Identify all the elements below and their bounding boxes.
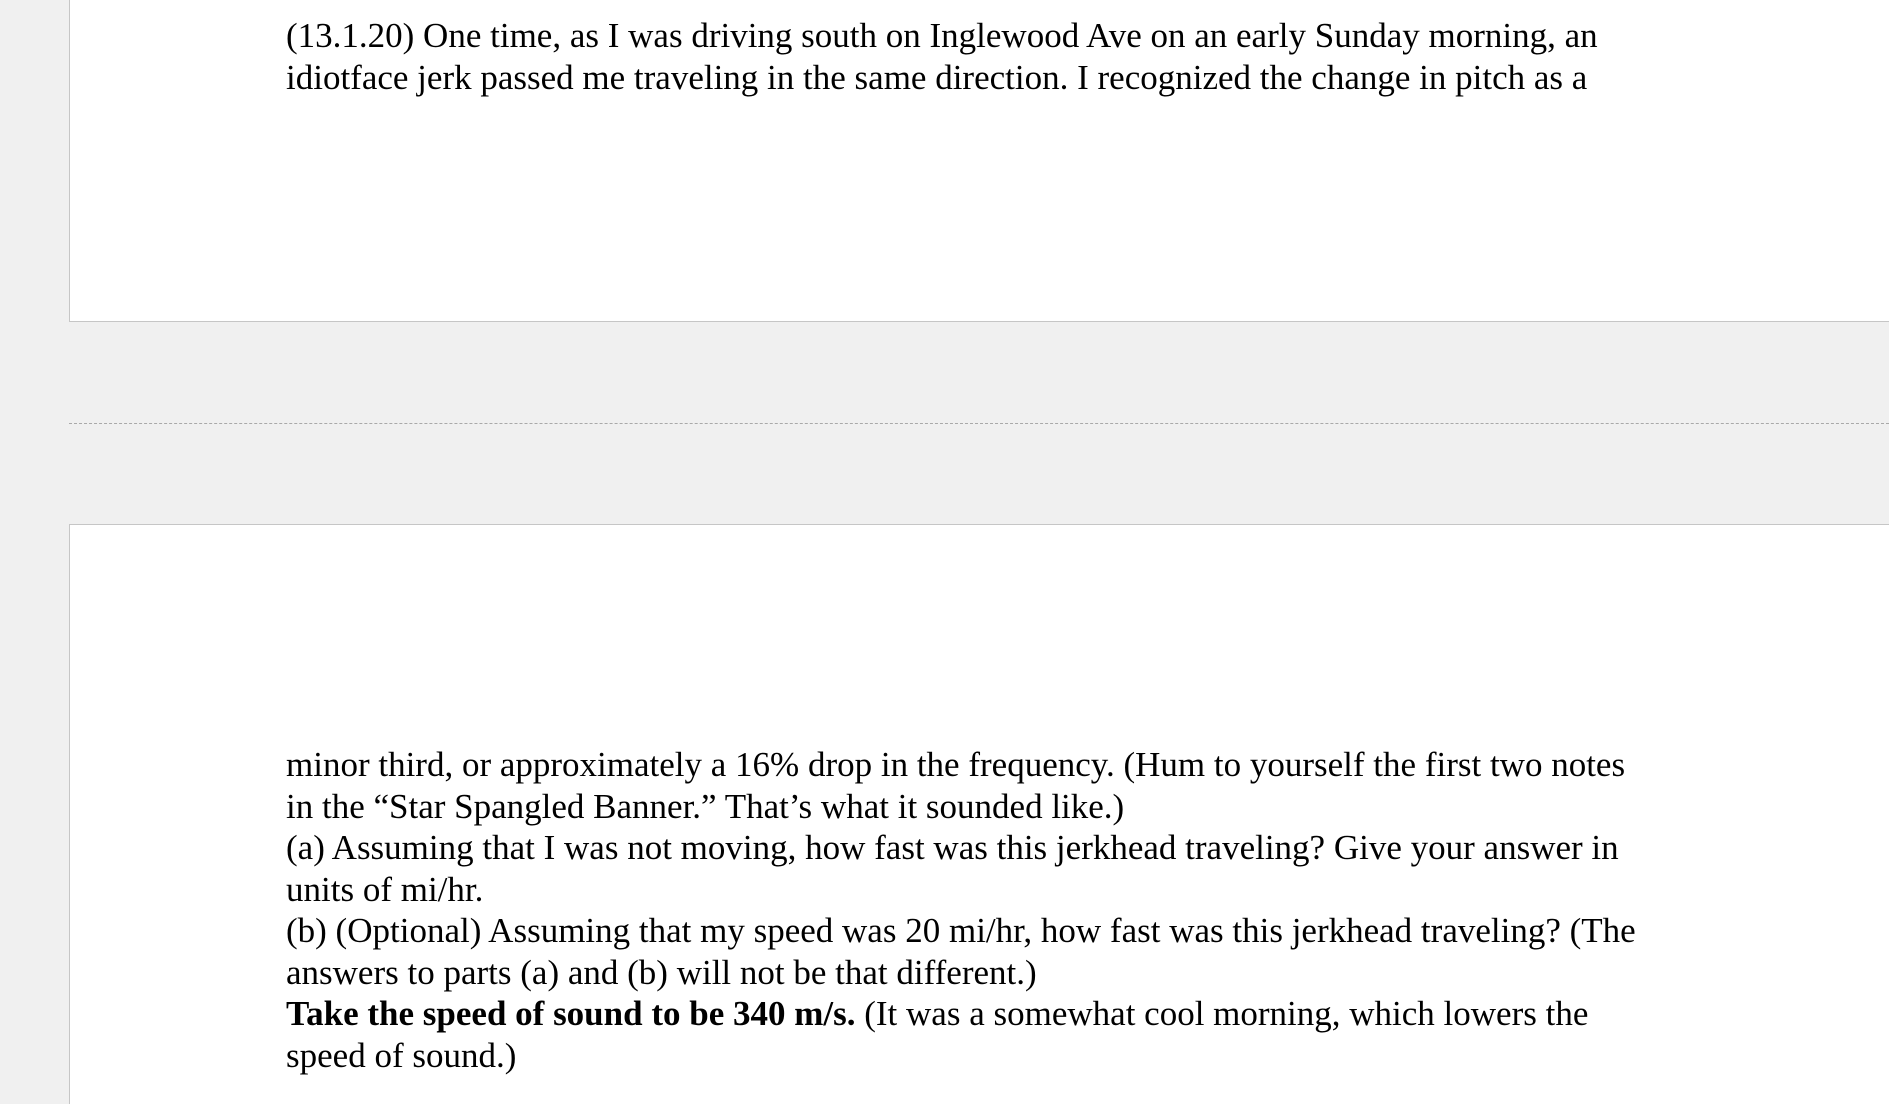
speed-of-sound-line: [286, 993, 1736, 1035]
part-a-question: (a) Assuming that I was not moving, how fast was this jerkhead traveling? Give your answer in: [286, 828, 1619, 867]
text-line: answers to parts (a) and (b) will not be that different.): [286, 952, 1037, 992]
text-line: in the “Star Spangled Banner.” That’s what it sounded like.): [286, 786, 1125, 826]
text-line: (13.1.20) One time, as I was driving south on Inglewood Ave on an early Sunday morning, an: [286, 16, 1598, 55]
part-b-question: (b) (Optional) Assuming that my speed was 20 mi/hr, how fast was this jerkhead traveling? (The: [286, 911, 1636, 950]
text-line: idiotface jerk passed me traveling in the same direction. I recognized the change in pitch as a: [286, 57, 1588, 97]
text-line: speed of sound.): [286, 1035, 517, 1075]
text-line: minor third, or approximately a 16% drop in the frequency. (Hum to yourself the first two notes: [286, 745, 1626, 784]
problem-continuation-text: [286, 744, 1736, 1076]
speed-of-sound-statement: Take the speed of sound to be 340 m/s.: [286, 994, 856, 1033]
text-line: units of mi/hr.: [286, 869, 484, 909]
speed-of-sound-note: (It was a somewhat cool morning, which lowers the: [855, 994, 1589, 1033]
page-break-divider: [69, 423, 1889, 424]
problem-intro-text: [286, 15, 1736, 98]
